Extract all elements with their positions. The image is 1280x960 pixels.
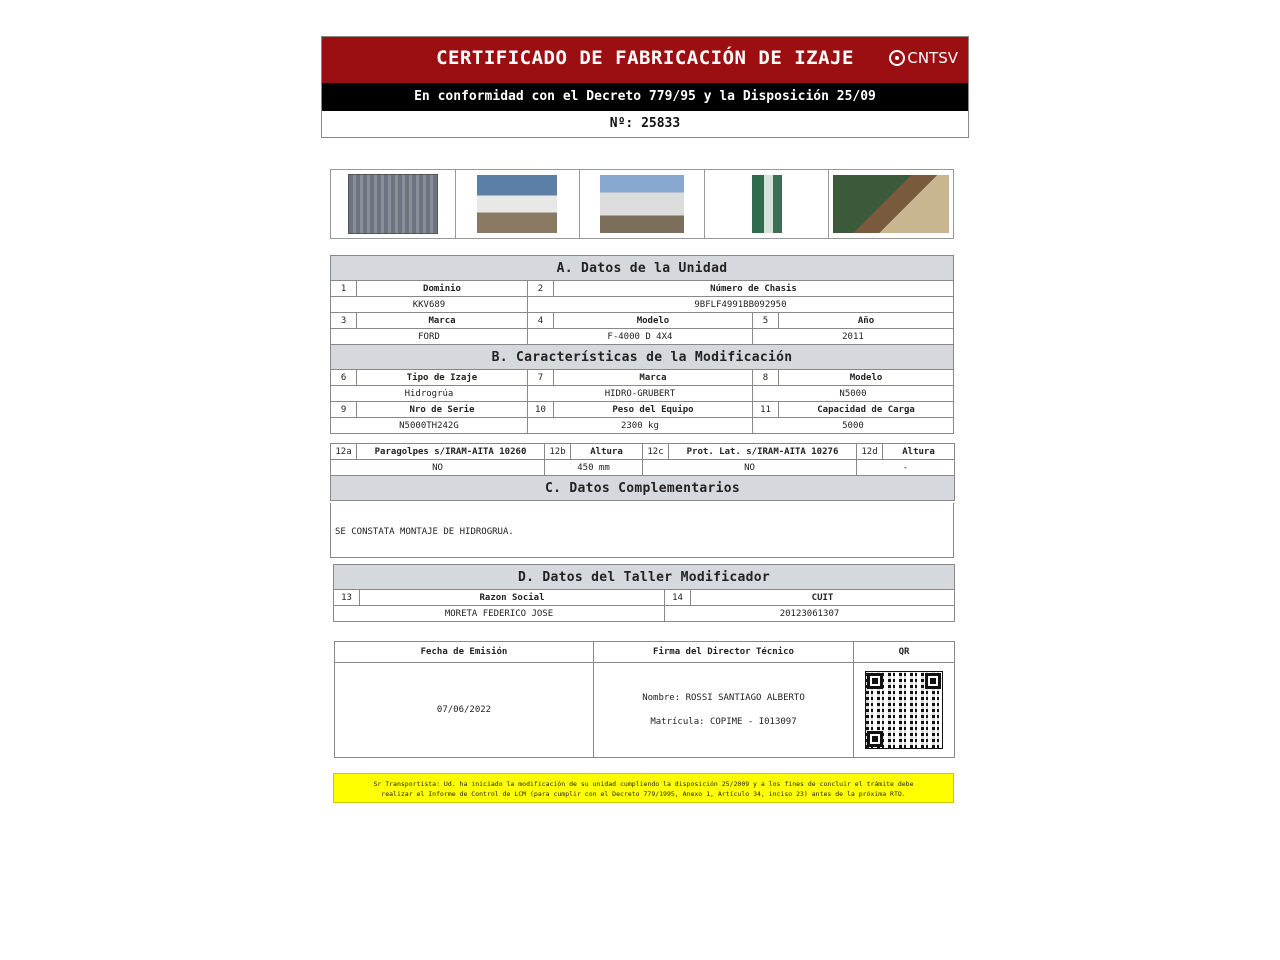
- razon-value: MORETA FEDERICO JOSE: [334, 606, 665, 622]
- certificate-title: CERTIFICADO DE FABRICACIÓN DE IZAJE: [436, 47, 854, 69]
- razon-label: Razon Social: [360, 590, 665, 606]
- modelo-izaje-label: Modelo: [779, 370, 954, 386]
- photo-cell: [829, 170, 953, 238]
- prot-lat-value: NO: [643, 460, 857, 476]
- transport-notice: [333, 773, 954, 803]
- qr-cell: [854, 663, 955, 758]
- field-number: 3: [331, 313, 357, 329]
- capacidad-label: Capacidad de Carga: [779, 402, 954, 418]
- firma-label: Firma del Director Técnico: [594, 642, 854, 663]
- qr-finder-icon: [925, 673, 941, 689]
- unit-data-table: [330, 255, 954, 434]
- certificate-header: [321, 36, 969, 138]
- field-number: 1: [331, 281, 357, 297]
- title-bar: [322, 37, 968, 83]
- altura-value: 450 mm: [545, 460, 643, 476]
- notice-line-1: Sr Transportista: Ud. ha iniciado la modificación de su unidad cumpliendo la disposición 25/2009 y a los fines de concluir el trámite debe: [373, 780, 914, 788]
- paragolpes-value: NO: [331, 460, 545, 476]
- field-number: 12a: [331, 444, 357, 460]
- peso-value: 2300 kg: [527, 418, 752, 434]
- field-number: 11: [752, 402, 778, 418]
- photo-cell: [331, 170, 456, 238]
- field-number: 7: [527, 370, 553, 386]
- photo-cell: [456, 170, 581, 238]
- certificate-number: Nº: 25833: [609, 116, 681, 131]
- photo-chassis-plate[interactable]: [348, 174, 438, 234]
- section-c-title: C. Datos Complementarios: [331, 476, 955, 501]
- marca-label: Marca: [357, 313, 528, 329]
- photo-truck-crane[interactable]: [600, 175, 684, 233]
- fecha-value: 07/06/2022: [335, 663, 594, 758]
- modelo-izaje-value: N5000: [752, 386, 953, 402]
- cntsv-logo-icon: [889, 50, 905, 66]
- altura-label: Altura: [571, 444, 643, 460]
- signature-table: [334, 641, 955, 758]
- field-number: 8: [752, 370, 778, 386]
- firma-cell: [594, 663, 854, 758]
- cuit-value: 20123061307: [665, 606, 955, 622]
- fecha-label: Fecha de Emisión: [335, 642, 594, 663]
- photo-strip: [330, 169, 954, 239]
- field-number: 12d: [857, 444, 883, 460]
- field-number: 12c: [643, 444, 669, 460]
- field-number: 12b: [545, 444, 571, 460]
- serie-value: N5000TH242G: [331, 418, 528, 434]
- field-number: 4: [527, 313, 553, 329]
- complementary-text: SE CONSTATA MONTAJE DE HIDROGRUA.: [335, 527, 514, 537]
- chasis-value: 9BFLF4991BB092950: [527, 297, 953, 313]
- tipo-label: Tipo de Izaje: [357, 370, 528, 386]
- marca-value: FORD: [331, 329, 528, 345]
- serie-label: Nro de Serie: [357, 402, 528, 418]
- director-matricula: Matrícula: COPIME - I013097: [650, 717, 797, 727]
- photo-mounting[interactable]: [833, 175, 949, 233]
- prot-lat-label: Prot. Lat. s/IRAM-AITA 10276: [669, 444, 857, 460]
- field-number: 13: [334, 590, 360, 606]
- modelo-label: Modelo: [554, 313, 753, 329]
- photo-cell: [705, 170, 830, 238]
- field-number: 14: [665, 590, 691, 606]
- cntsv-logo: [889, 49, 958, 67]
- field-number: 6: [331, 370, 357, 386]
- anio-value: 2011: [752, 329, 953, 345]
- section-b-title: B. Características de la Modificación: [331, 345, 954, 370]
- notice-line-2: realizar el Informe de Control de LCM (para cumplir con el Decreto 779/1995, Anexo 1, Artículo 34, inciso 23) antes de la próxima RTO.: [381, 790, 906, 798]
- field-number: 2: [527, 281, 553, 297]
- capacidad-value: 5000: [752, 418, 953, 434]
- qr-label: QR: [854, 642, 955, 663]
- section-a-title: A. Datos de la Unidad: [331, 256, 954, 281]
- modelo-value: F-4000 D 4X4: [527, 329, 752, 345]
- qr-finder-icon: [867, 673, 883, 689]
- certificate-subtitle: En conformidad con el Decreto 779/95 y la Disposición 25/09: [322, 83, 968, 111]
- marca-izaje-value: HIDRO-GRUBERT: [527, 386, 752, 402]
- chasis-label: Número de Chasis: [554, 281, 954, 297]
- director-name: Nombre: ROSSI SANTIAGO ALBERTO: [642, 693, 805, 703]
- photo-cell: [580, 170, 705, 238]
- anio-label: Año: [779, 313, 954, 329]
- altura-lat-label: Altura: [883, 444, 955, 460]
- paragolpes-label: Paragolpes s/IRAM-AITA 10260: [357, 444, 545, 460]
- logo-text: CNTSV: [907, 49, 958, 67]
- cuit-label: CUIT: [691, 590, 955, 606]
- altura-lat-value: -: [857, 460, 955, 476]
- field-number: 9: [331, 402, 357, 418]
- section-d-title: D. Datos del Taller Modificador: [334, 565, 955, 590]
- field-number: 5: [752, 313, 778, 329]
- qr-finder-icon: [867, 731, 883, 747]
- photo-truck-front[interactable]: [477, 175, 557, 233]
- dominio-value: KKV689: [331, 297, 528, 313]
- qr-code-icon[interactable]: [865, 671, 943, 749]
- peso-label: Peso del Equipo: [554, 402, 753, 418]
- complementary-data-box: [330, 503, 954, 558]
- photo-detail[interactable]: [752, 175, 782, 233]
- protection-table: [330, 443, 955, 501]
- workshop-table: [333, 564, 955, 622]
- dominio-label: Dominio: [357, 281, 528, 297]
- tipo-value: Hidrogrúa: [331, 386, 528, 402]
- marca-izaje-label: Marca: [554, 370, 753, 386]
- field-number: 10: [527, 402, 553, 418]
